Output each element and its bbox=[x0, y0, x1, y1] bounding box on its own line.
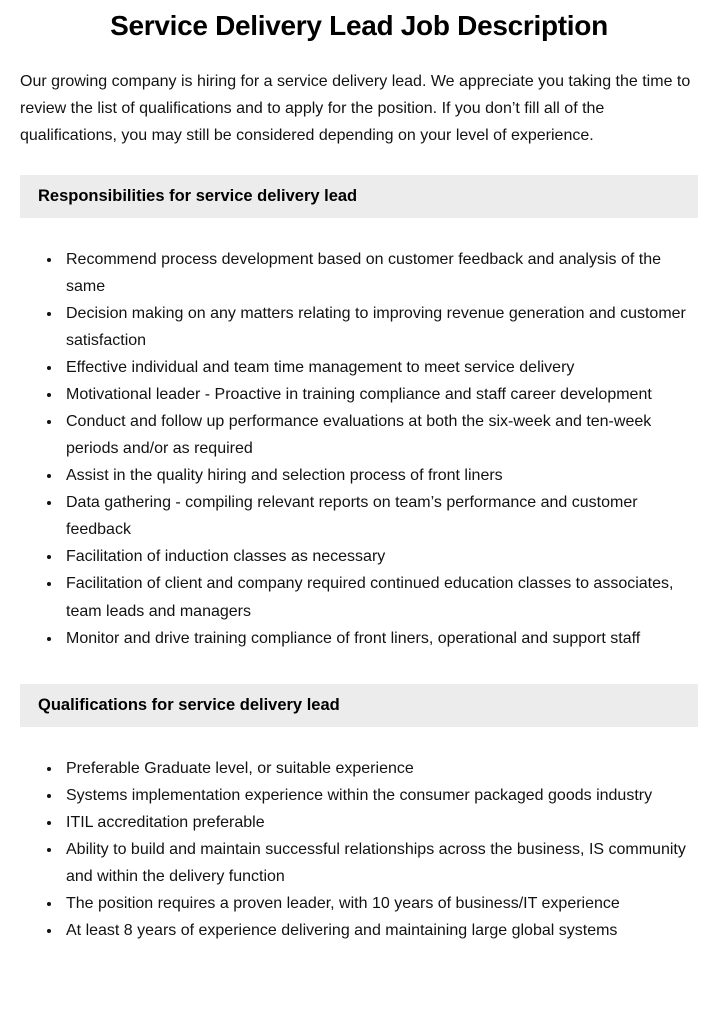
list-item: • At least 8 years of experience delivering and maintaining large global systems bbox=[62, 917, 698, 944]
list-item: • Facilitation of client and company required continued education classes to associates, team leads and managers bbox=[62, 570, 698, 624]
list-item: • Monitor and drive training compliance of front liners, operational and support staff bbox=[62, 625, 698, 652]
list-item: • Preferable Graduate level, or suitable experience bbox=[62, 755, 698, 782]
list-item: • Assist in the quality hiring and selection process of front liners bbox=[62, 462, 698, 489]
section-heading-qualifications: Qualifications for service delivery lead bbox=[20, 684, 698, 727]
list-item: • The position requires a proven leader, with 10 years of business/IT experience bbox=[62, 890, 698, 917]
list-item: • Facilitation of induction classes as necessary bbox=[62, 543, 698, 570]
list-item: • Effective individual and team time management to meet service delivery bbox=[62, 354, 698, 381]
list-item: • Conduct and follow up performance evaluations at both the six-week and ten-week periods and/or as required bbox=[62, 408, 698, 462]
list-item: • Data gathering - compiling relevant reports on team’s performance and customer feedback bbox=[62, 489, 698, 543]
section-responsibilities bbox=[20, 175, 698, 651]
list-item: • ITIL accreditation preferable bbox=[62, 809, 698, 836]
list-item: • Systems implementation experience within the consumer packaged goods industry bbox=[62, 782, 698, 809]
page-title: Service Delivery Lead Job Description bbox=[110, 10, 608, 41]
section-heading-responsibilities: Responsibilities for service delivery lead bbox=[20, 175, 698, 218]
list-item: • Ability to build and maintain successful relationships across the business, IS community and within the delivery function bbox=[62, 836, 698, 890]
list-item: • Decision making on any matters relating to improving revenue generation and customer satisfaction bbox=[62, 300, 698, 354]
list-item: • Recommend process development based on customer feedback and analysis of the same bbox=[62, 246, 698, 300]
responsibilities-list bbox=[20, 246, 698, 651]
intro-paragraph: Our growing company is hiring for a service delivery lead. We appreciate you taking the time to review the list of qualifications and to apply for the position. If you don’t fill all of the qualifications, you may still be considered depending on your level of experience. bbox=[20, 73, 691, 145]
section-qualifications bbox=[20, 684, 698, 944]
qualifications-list bbox=[20, 755, 698, 944]
list-item: • Motivational leader - Proactive in training compliance and staff career development bbox=[62, 381, 698, 408]
